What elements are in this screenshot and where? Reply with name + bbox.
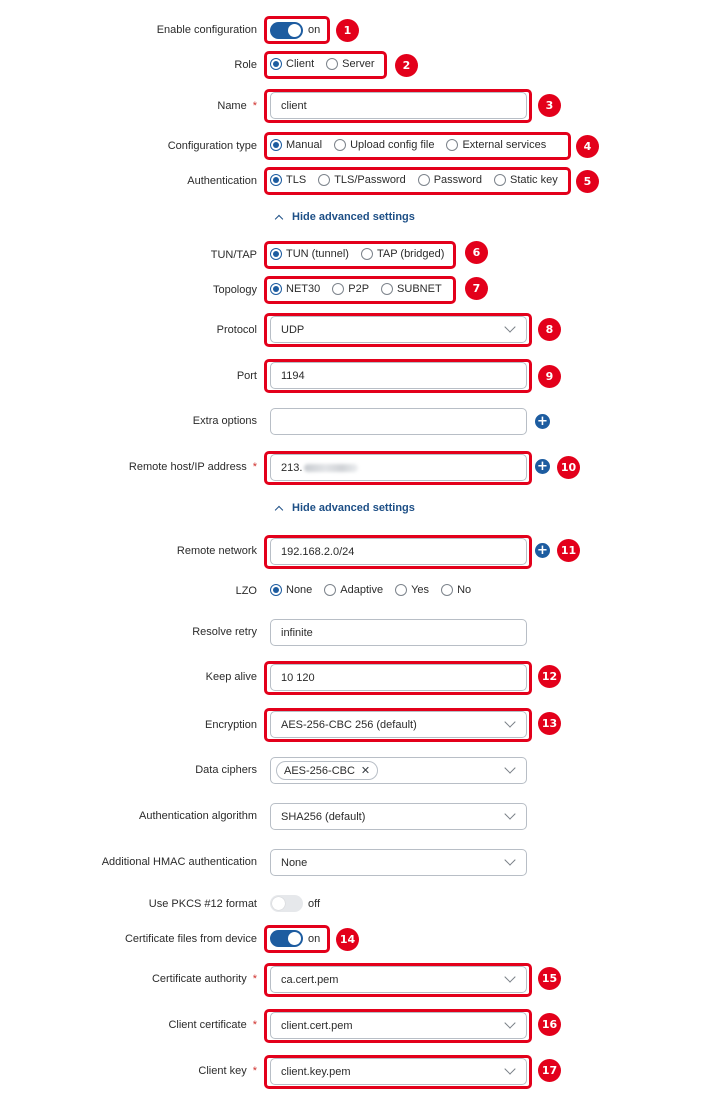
topology-option-p2p[interactable]: P2P (332, 283, 369, 295)
callout-badge-11: 11 (557, 539, 580, 562)
callout-badge-2: 2 (395, 54, 418, 77)
lzo-option-adaptive[interactable]: Adaptive (324, 584, 383, 596)
role-radio-group (270, 58, 387, 70)
callout-badge-5: 5 (576, 170, 599, 193)
cert-from-device-state: on (308, 933, 321, 945)
config-type-label: Configuration type (167, 140, 257, 152)
data-ciphers-label: Data ciphers (195, 764, 257, 776)
enable-config-state: on (308, 24, 321, 36)
topology-option-net30[interactable]: NET30 (270, 283, 320, 295)
resolve-retry-input[interactable]: infinite (270, 619, 527, 646)
encryption-label: Encryption (205, 719, 257, 731)
name-input[interactable]: client (270, 92, 527, 119)
callout-badge-17: 17 (538, 1059, 561, 1082)
add-remote-host-plus-icon[interactable]: + (535, 459, 550, 474)
remote-network-label: Remote network (176, 545, 257, 557)
topology-label: Topology (212, 284, 257, 296)
chevron-up-icon (275, 214, 283, 222)
auth-option-tls-password[interactable]: TLS/Password (318, 174, 406, 186)
client-cert-label: Client certificate * (168, 1019, 257, 1031)
redacted-blur (304, 464, 358, 472)
keep-alive-label: Keep alive (205, 671, 257, 683)
hmac-auth-label: Additional HMAC authentication (101, 856, 257, 868)
config-type-option-external[interactable]: External services (446, 139, 546, 151)
client-key-label: Client key * (198, 1065, 257, 1077)
protocol-label: Protocol (216, 324, 257, 336)
data-ciphers-select[interactable] (270, 757, 527, 784)
enable-config-label: Enable configuration (156, 24, 257, 36)
hmac-auth-select[interactable]: None (270, 849, 527, 876)
add-remote-network-plus-icon[interactable]: + (535, 543, 550, 558)
client-cert-select[interactable]: client.cert.pem (270, 1012, 527, 1039)
authentication-label: Authentication (187, 175, 257, 187)
auth-algorithm-select[interactable]: SHA256 (default) (270, 803, 527, 830)
role-option-server[interactable]: Server (326, 58, 374, 70)
tun-tap-option-tun[interactable]: TUN (tunnel) (270, 248, 349, 260)
remote-network-input[interactable]: 192.168.2.0/24 (270, 538, 527, 565)
lzo-option-none[interactable]: None (270, 584, 312, 596)
tun-tap-radio-group (270, 248, 456, 260)
callout-badge-16: 16 (538, 1013, 561, 1036)
callout-badge-14: 14 (336, 928, 359, 951)
encryption-select[interactable]: AES-256-CBC 256 (default) (270, 711, 527, 738)
auth-option-tls[interactable]: TLS (270, 174, 306, 186)
callout-badge-6: 6 (465, 241, 488, 264)
pkcs12-label: Use PKCS #12 format (148, 898, 257, 910)
hide-advanced-settings-link[interactable]: Hide advanced settings (274, 502, 415, 514)
resolve-retry-label: Resolve retry (192, 626, 257, 638)
add-extra-option-plus-icon[interactable]: + (535, 414, 550, 429)
enable-config-toggle[interactable] (270, 22, 303, 39)
remote-host-label: Remote host/IP address * (128, 461, 257, 473)
hide-advanced-settings-link[interactable]: Hide advanced settings (274, 211, 415, 223)
tun-tap-label: TUN/TAP (210, 249, 257, 261)
lzo-label: LZO (235, 585, 257, 597)
chevron-down-icon (504, 971, 515, 982)
config-type-radio-group (270, 139, 558, 151)
lzo-option-no[interactable]: No (441, 584, 471, 596)
role-label: Role (234, 59, 257, 71)
tun-tap-option-tap[interactable]: TAP (bridged) (361, 248, 444, 260)
callout-badge-9: 9 (538, 365, 561, 388)
keep-alive-input[interactable]: 10 120 (270, 664, 527, 691)
callout-badge-12: 12 (538, 665, 561, 688)
auth-option-static-key[interactable]: Static key (494, 174, 558, 186)
protocol-select[interactable]: UDP (270, 316, 527, 343)
callout-badge-3: 3 (538, 94, 561, 117)
chevron-down-icon (504, 762, 515, 773)
cert-from-device-label: Certificate files from device (124, 933, 257, 945)
cert-from-device-toggle[interactable] (270, 930, 303, 947)
topology-radio-group (270, 283, 454, 295)
pkcs12-toggle[interactable] (270, 895, 303, 912)
remove-chip-icon[interactable]: ✕ (360, 765, 371, 777)
port-input[interactable]: 1194 (270, 362, 527, 389)
lzo-option-yes[interactable]: Yes (395, 584, 429, 596)
chevron-down-icon (504, 808, 515, 819)
extra-options-input[interactable] (270, 408, 527, 435)
pkcs12-state: off (308, 898, 321, 910)
role-option-client[interactable]: Client (270, 58, 314, 70)
authentication-radio-group (270, 174, 570, 186)
cert-authority-label: Certificate authority * (151, 973, 257, 985)
callout-badge-4: 4 (576, 135, 599, 158)
auth-algorithm-label: Authentication algorithm (138, 810, 257, 822)
callout-badge-7: 7 (465, 277, 488, 300)
name-label: Name * (217, 100, 257, 112)
callout-badge-10: 10 (557, 456, 580, 479)
callout-badge-1: 1 (336, 19, 359, 42)
chevron-down-icon (504, 1017, 515, 1028)
config-type-option-manual[interactable]: Manual (270, 139, 322, 151)
chevron-down-icon (504, 716, 515, 727)
chevron-up-icon (275, 505, 283, 513)
lzo-radio-group (270, 584, 483, 596)
config-type-option-upload[interactable]: Upload config file (334, 139, 434, 151)
topology-option-subnet[interactable]: SUBNET (381, 283, 442, 295)
extra-options-label: Extra options (192, 415, 257, 427)
chevron-down-icon (504, 321, 515, 332)
cert-authority-select[interactable]: ca.cert.pem (270, 966, 527, 993)
port-label: Port (236, 370, 257, 382)
callout-badge-8: 8 (538, 318, 561, 341)
callout-badge-15: 15 (538, 967, 561, 990)
callout-badge-13: 13 (538, 712, 561, 735)
chevron-down-icon (504, 854, 515, 865)
cipher-chip: AES-256-CBC ✕ (276, 761, 378, 780)
remote-host-input[interactable]: 213. (270, 454, 527, 481)
chevron-down-icon (504, 1063, 515, 1074)
client-key-select[interactable]: client.key.pem (270, 1058, 527, 1085)
auth-option-password[interactable]: Password (418, 174, 482, 186)
